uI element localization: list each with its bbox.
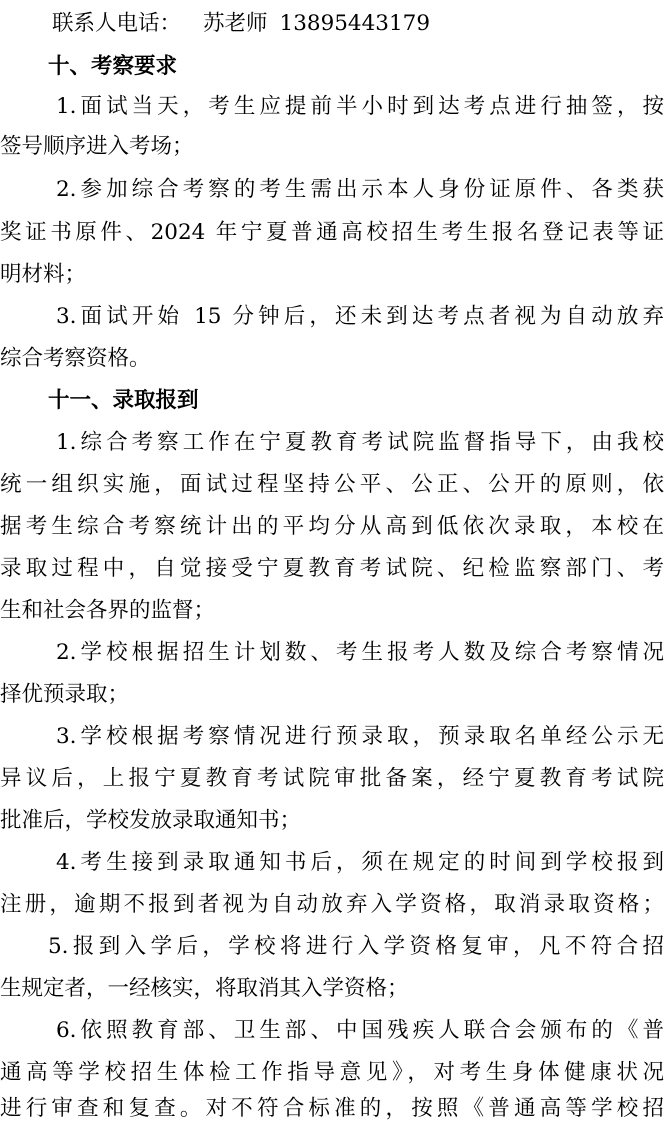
paragraph-line: 4.考生接到录取通知书后，须在规定的时间到学校报到 <box>56 850 664 875</box>
paragraph-line: 进行审查和复查。对不符合标准的，按照《普通高等学校招 <box>0 1096 664 1121</box>
paragraph-line: 择优预录取； <box>0 682 130 707</box>
paragraph-line: 3.面试开始 15 分钟后，还未到达考点者视为自动放弃 <box>56 304 664 329</box>
section-11-heading: 十一、录取报到 <box>48 388 199 413</box>
paragraph-line: 注册，逾期不报到者视为自动放弃入学资格，取消录取资格； <box>0 892 664 917</box>
paragraph-line: 2.学校根据招生计划数、考生报考人数及综合考察情况 <box>56 640 664 665</box>
paragraph-line: 据考生综合考察统计出的平均分从高到低依次录取，本校在 <box>0 514 664 539</box>
paragraph-line: 明材料； <box>0 262 87 287</box>
contact-line <box>0 4 664 44</box>
paragraph-line: 签号顺序进入考场； <box>0 134 194 159</box>
contact-phone: 13895443179 <box>279 11 430 36</box>
paragraph-line: 1.综合考察工作在宁夏教育考试院监督指导下，由我校 <box>56 430 664 455</box>
paragraph-line: 通高等学校招生体检工作指导意见》，对考生身体健康状况 <box>0 1060 664 1085</box>
paragraph-line: 2.参加综合考察的考生需出示本人身份证原件、各类获 <box>56 177 664 202</box>
paragraph-line: 1.面试当天，考生应提前半小时到达考点进行抽签，按 <box>56 94 664 119</box>
paragraph-line: 批准后，学校发放录取通知书； <box>0 808 302 833</box>
paragraph-line: 5.报到入学后，学校将进行入学资格复审，凡不符合招 <box>48 934 664 959</box>
paragraph-line: 统一组织实施，面试过程坚持公平、公正、公开的原则，依 <box>0 472 664 497</box>
paragraph-line: 生和社会各界的监督； <box>0 598 216 623</box>
paragraph-line: 6.依照教育部、卫生部、中国残疾人联合会颁布的《普 <box>56 1018 664 1043</box>
paragraph-line: 生规定者，一经核实，将取消其入学资格； <box>0 976 409 1001</box>
paragraph-line: 综合考察资格。 <box>0 346 151 371</box>
contact-name: 苏老师 <box>203 11 268 36</box>
paragraph-line: 3.学校根据考察情况进行预录取，预录取名单经公示无 <box>56 724 664 749</box>
paragraph-line: 异议后，上报宁夏教育考试院审批备案，经宁夏教育考试院 <box>0 766 664 791</box>
section-10-heading: 十、考察要求 <box>48 54 178 79</box>
contact-label: 联系人电话： <box>52 11 182 36</box>
paragraph-line: 奖证书原件、2024 年宁夏普通高校招生考生报名登记表等证 <box>0 220 664 245</box>
paragraph-line: 录取过程中，自觉接受宁夏教育考试院、纪检监察部门、考 <box>0 556 664 581</box>
